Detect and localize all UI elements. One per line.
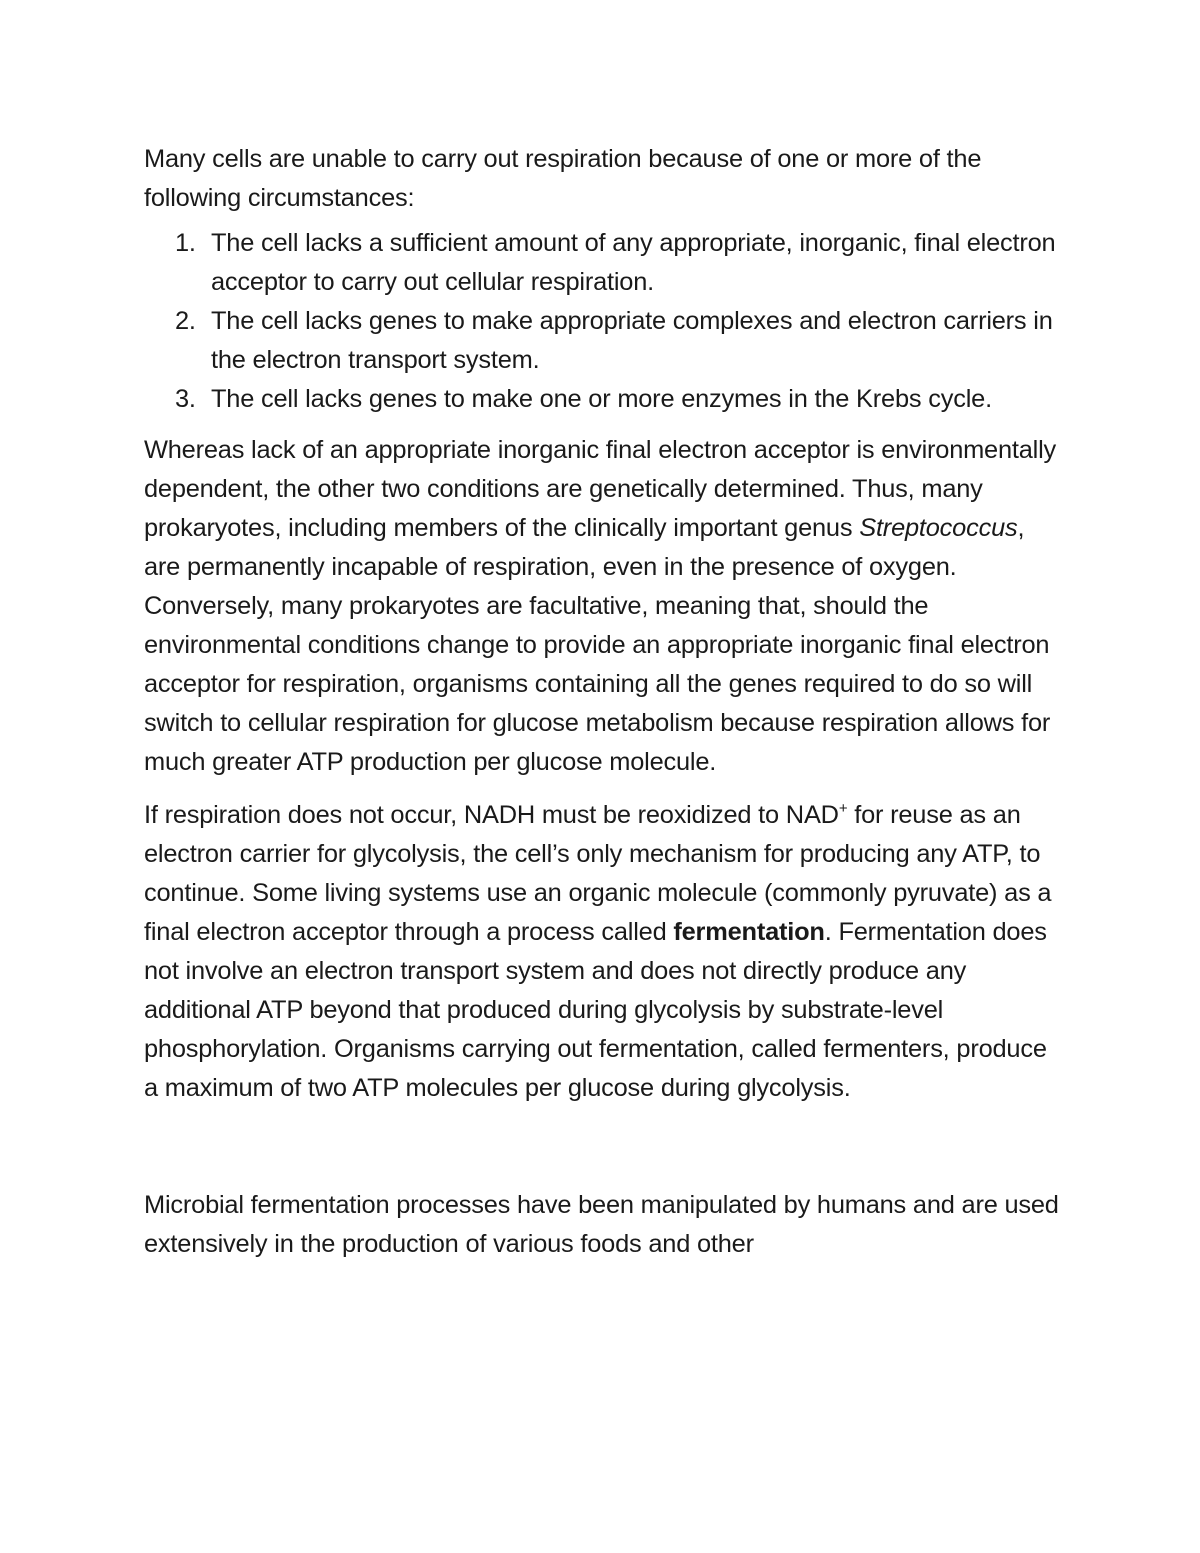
paragraph-text: If respiration does not occur, NADH must be reoxidized to NAD <box>144 801 839 829</box>
list-item-text: The cell lacks a sufficient amount of any appropriate, inorganic, final electron acceptor to carry out cellular respiration. <box>211 229 1056 296</box>
list-item-number: 1. <box>175 229 196 257</box>
respiration-dependency-paragraph <box>144 431 1064 782</box>
paragraph-text: Whereas lack of an appropriate inorganic final electron acceptor is environmentally dependent, the other two conditions are genetically determined. Thus, many prokaryotes, including members of the clinically important genus <box>144 436 1057 542</box>
list-item-number: 2. <box>175 307 196 335</box>
list-item <box>144 380 1064 419</box>
document-body <box>144 140 1064 1264</box>
list-item <box>144 224 1064 302</box>
intro-paragraph: Many cells are unable to carry out respiration because of one or more of the following circumstances: <box>144 145 982 212</box>
superscript: + <box>838 800 848 817</box>
list-item <box>144 302 1064 380</box>
empty-line <box>144 1108 1064 1186</box>
bold-term: fermentation <box>673 918 825 946</box>
list-item-text: The cell lacks genes to make appropriate complexes and electron carriers in the electron transport system. <box>211 307 1053 374</box>
list-item-number: 3. <box>175 385 196 413</box>
paragraph-text: . Fermentation does not involve an electron transport system and does not directly produce any additional ATP beyond that produced during glycolysis by substrate-level phosphorylation. Organisms carrying out fermentation, called fermenters, produce a maximum of two ATP molecules per glucose during glycolysis. <box>144 918 1047 1102</box>
list-item-text: The cell lacks genes to make one or more enzymes in the Krebs cycle. <box>211 385 992 413</box>
circumstances-list <box>144 224 1064 419</box>
fermentation-paragraph <box>144 796 1064 1108</box>
genus-name: Streptococcus <box>859 514 1018 542</box>
paragraph-text: for reuse as an electron carrier for glycolysis, the cell’s only mechanism for producing any ATP, to continue. Some living systems use an organic molecule (commonly pyruvate) as a final electron acceptor through a process called <box>144 801 1052 946</box>
paragraph-text: , are permanently incapable of respiration, even in the presence of oxygen. Conversely, many prokaryotes are facultative, meaning that, should the environmental conditions change to provide an appropriate inorganic final electron acceptor for respiration, organisms containing all the genes required to do so will switch to cellular respiration for glucose metabolism because respiration allows for much greater ATP production per glucose molecule. <box>144 514 1051 776</box>
microbial-fermentation-paragraph: Microbial fermentation processes have been manipulated by humans and are used extensively in the production of various foods and other <box>144 1191 1059 1258</box>
